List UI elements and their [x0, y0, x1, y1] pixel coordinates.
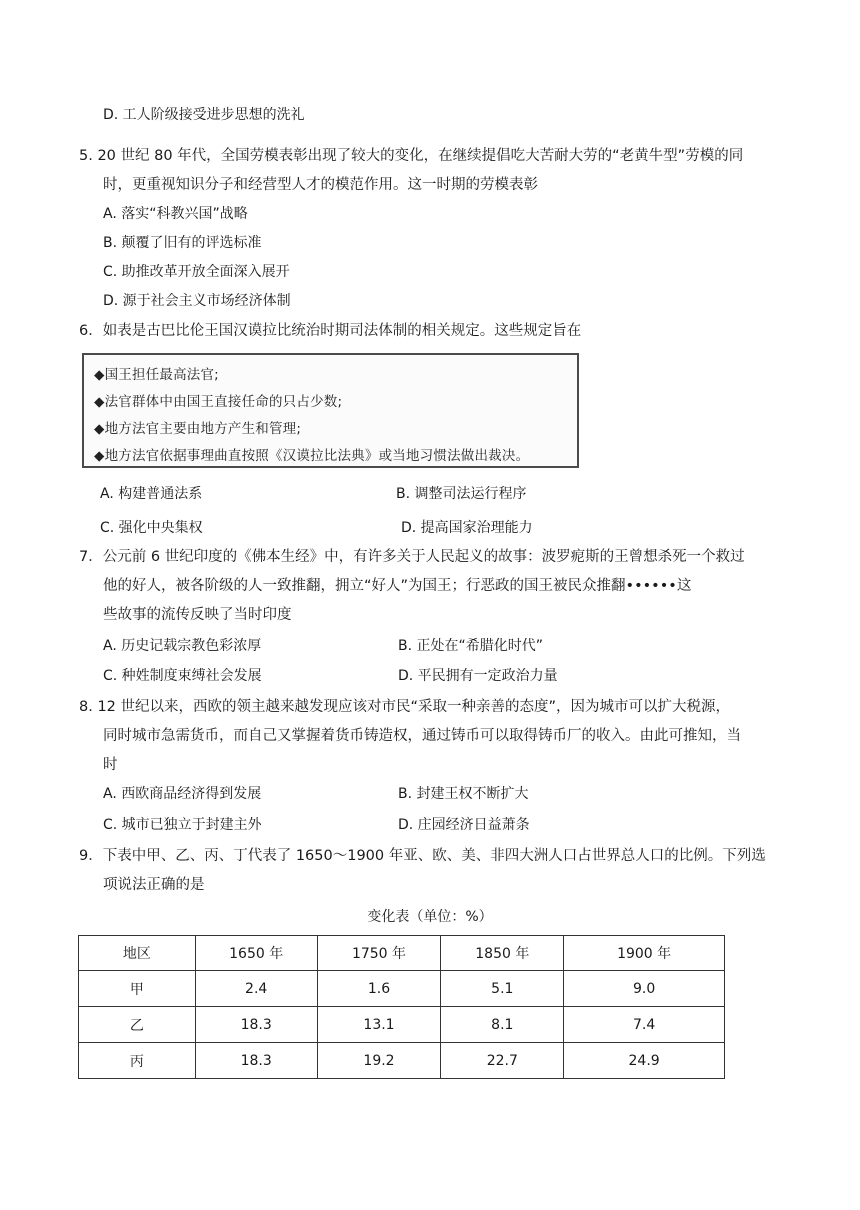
- table-row: [79, 971, 725, 1007]
- table-cell: 2.4: [195, 971, 317, 1007]
- table-cell: 7.4: [564, 1007, 725, 1043]
- table-header-cell: 1650 年: [195, 936, 317, 971]
- q4-option-d: D. 工人阶级接受进步思想的洗礼: [103, 107, 305, 123]
- q6-option-d: D. 提高国家治理能力: [401, 520, 533, 536]
- q9-stem-line1: 9．下表中甲、乙、丙、丁代表了 1650～1900 年亚、欧、美、非四大洲人口占世界总人口的比例。下列选: [79, 848, 766, 864]
- q6-option-b: B. 调整司法运行程序: [396, 486, 527, 502]
- table-row: [79, 1007, 725, 1043]
- q8-stem-line1: 8. 12 世纪以来，西欧的领主越来越发现应该对市民“采取一种亲善的态度”，因为城市可以扩大税源，: [79, 699, 731, 715]
- q5-option-d: D. 源于社会主义市场经济体制: [103, 293, 291, 309]
- q7-option-d: D. 平民拥有一定政治力量: [398, 668, 558, 684]
- table-row: [79, 1043, 725, 1079]
- table-cell: 甲: [79, 971, 196, 1007]
- q9-table-caption: 变化表（单位：%）: [367, 909, 493, 925]
- q6-rule-4: ◆地方法官依据事理曲直按照《汉谟拉比法典》或当地习惯法做出裁决。: [94, 448, 530, 464]
- table-cell: 8.1: [441, 1007, 564, 1043]
- q8-option-d: D. 庄园经济日益萧条: [398, 817, 530, 833]
- q8-stem-line3: 时: [103, 757, 118, 773]
- table-cell: 9.0: [564, 971, 725, 1007]
- q8-option-c: C. 城市已独立于封建主外: [103, 817, 262, 833]
- q6-rule-1: ◆国王担任最高法官;: [94, 367, 219, 383]
- table-header-cell: 1750 年: [317, 936, 441, 971]
- q5-stem-line1: 5. 20 世纪 80 年代，全国劳模表彰出现了较大的变化，在继续提倡吃大苦耐大劳的“老黄牛型”劳模的同: [79, 148, 744, 164]
- table-cell: 18.3: [195, 1007, 317, 1043]
- table-header-cell: 1850 年: [441, 936, 564, 971]
- table-cell: 13.1: [317, 1007, 441, 1043]
- q5-option-c: C. 助推改革开放全面深入展开: [103, 264, 290, 280]
- table-cell: 24.9: [564, 1043, 725, 1079]
- q7-stem-line3: 些故事的流传反映了当时印度: [103, 607, 292, 623]
- q8-option-b: B. 封建王权不断扩大: [398, 786, 529, 802]
- q6-stem-line1: 6．如表是古巴比伦王国汉谟拉比统治时期司法体制的相关规定。这些规定旨在: [79, 323, 582, 339]
- table-cell: 乙: [79, 1007, 196, 1043]
- q8-option-a: A. 西欧商品经济得到发展: [103, 786, 262, 802]
- table-cell: 19.2: [317, 1043, 441, 1079]
- q6-option-a: A. 构建普通法系: [100, 486, 203, 502]
- table-cell: 1.6: [317, 971, 441, 1007]
- q9-stem-line2: 项说法正确的是: [103, 877, 205, 893]
- table-cell: 5.1: [441, 971, 564, 1007]
- table-cell: 18.3: [195, 1043, 317, 1079]
- table-header-cell: 1900 年: [564, 936, 725, 971]
- q7-stem-line2: 他的好人，被各阶级的人一致推翻，拥立“好人”为国王；行恶政的国王被民众推翻••••••这: [103, 578, 692, 594]
- q6-rule-2: ◆法官群体中由国王直接任命的只占少数;: [94, 394, 343, 410]
- q7-option-b: B. 正处在“希腊化时代”: [398, 638, 544, 654]
- q7-stem-line1: 7．公元前 6 世纪印度的《佛本生经》中，有许多关于人民起义的故事：波罗痆斯的王曾想杀死一个救过: [79, 549, 745, 565]
- table-header-cell: 地区: [79, 936, 196, 971]
- q6-rule-3: ◆地方法官主要由地方产生和管理;: [94, 421, 302, 437]
- table-cell: 22.7: [441, 1043, 564, 1079]
- q8-stem-line2: 同时城市急需货币，而自己又掌握着货币铸造权，通过铸币可以取得铸币厂的收入。由此可推知，当: [103, 728, 741, 744]
- table-cell: 丙: [79, 1043, 196, 1079]
- q7-option-c: C. 种姓制度束缚社会发展: [103, 668, 262, 684]
- q7-option-a: A. 历史记载宗教色彩浓厚: [103, 638, 262, 654]
- q6-option-c: C. 强化中央集权: [100, 520, 203, 536]
- q5-option-b: B. 颠覆了旧有的评选标准: [103, 235, 262, 251]
- q5-option-a: A. 落实“科教兴国”战略: [103, 206, 248, 222]
- q6-rules-box: [82, 353, 579, 468]
- table-header-row: [79, 936, 725, 971]
- population-table: [78, 935, 725, 1079]
- q5-stem-line2: 时，更重视知识分子和经营型人才的模范作用。这一时期的劳模表彰: [103, 177, 538, 193]
